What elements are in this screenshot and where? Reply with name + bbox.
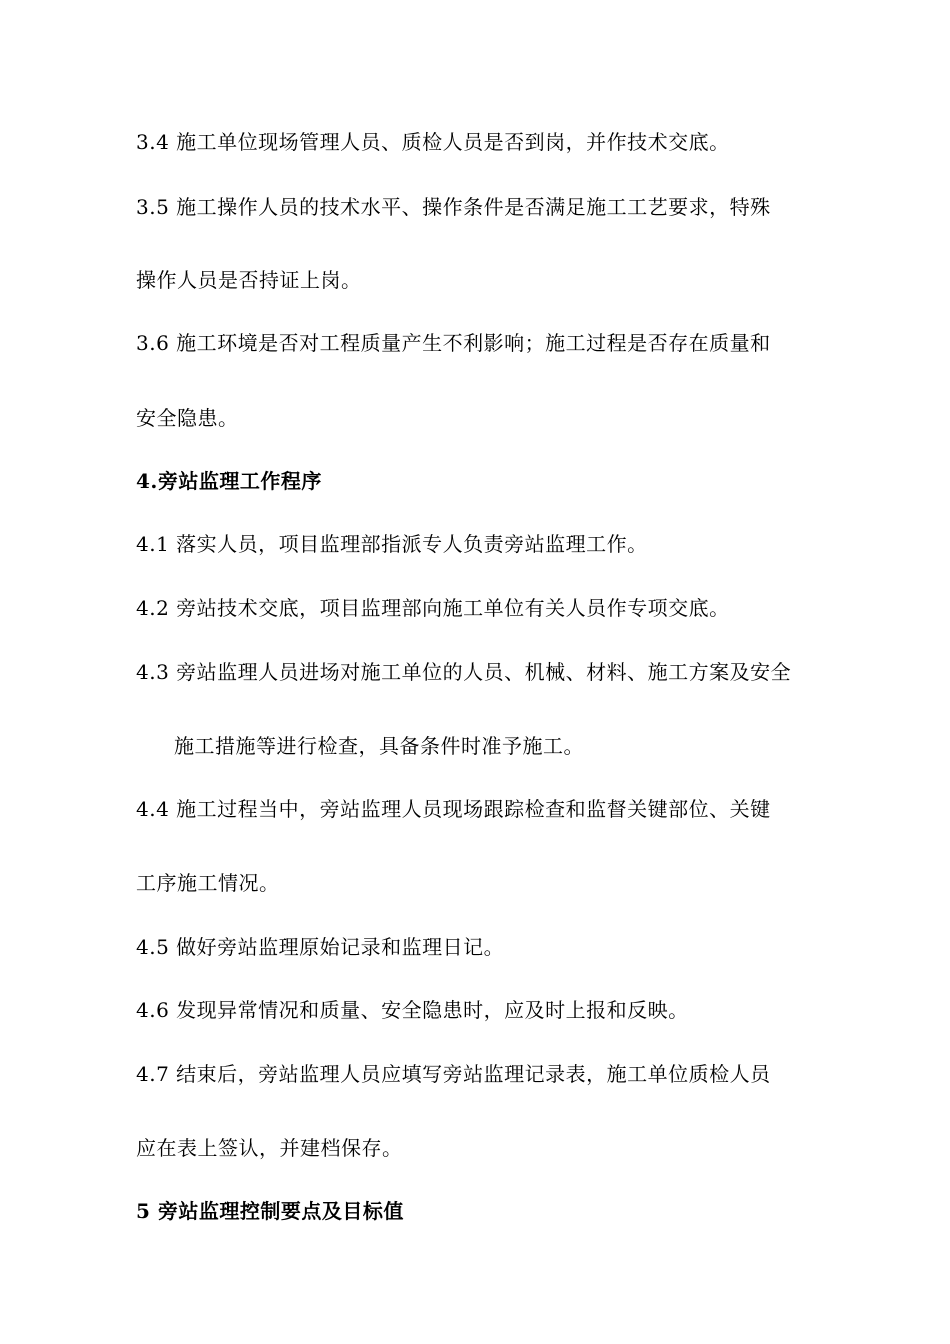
paragraph-4-4-cont: 工序施工情况。 [136,871,280,895]
paragraph-3-5: 3.5 施工操作人员的技术水平、操作条件是否满足施工工艺要求，特殊 [136,195,771,219]
paragraph-4-2: 4.2 旁站技术交底，项目监理部向施工单位有关人员作专项交底。 [136,596,730,620]
paragraph-4-4: 4.4 施工过程当中，旁站监理人员现场跟踪检查和监督关键部位、关键 [136,797,771,821]
paragraph-3-4: 3.4 施工单位现场管理人员、质检人员是否到岗，并作技术交底。 [136,130,730,154]
paragraph-4-7-cont: 应在表上签认，并建档保存。 [136,1136,403,1160]
paragraph-4-3-cont: 施工措施等进行检查，具备条件时准予施工。 [174,734,584,758]
section-heading-4: 4.旁站监理工作程序 [136,469,322,493]
paragraph-4-6: 4.6 发现异常情况和质量、安全隐患时，应及时上报和反映。 [136,998,689,1022]
paragraph-4-3: 4.3 旁站监理人员进场对施工单位的人员、机械、材料、施工方案及安全 [136,660,792,684]
section-heading-5: 5 旁站监理控制要点及目标值 [136,1199,404,1223]
paragraph-4-5: 4.5 做好旁站监理原始记录和监理日记。 [136,935,505,959]
paragraph-3-5-cont: 操作人员是否持证上岗。 [136,268,362,292]
paragraph-3-6: 3.6 施工环境是否对工程质量产生不利影响；施工过程是否存在质量和 [136,331,771,355]
paragraph-4-7: 4.7 结束后，旁站监理人员应填写旁站监理记录表，施工单位质检人员 [136,1062,771,1086]
paragraph-4-1: 4.1 落实人员，项目监理部指派专人负责旁站监理工作。 [136,532,648,556]
paragraph-3-6-cont: 安全隐患。 [136,406,239,430]
